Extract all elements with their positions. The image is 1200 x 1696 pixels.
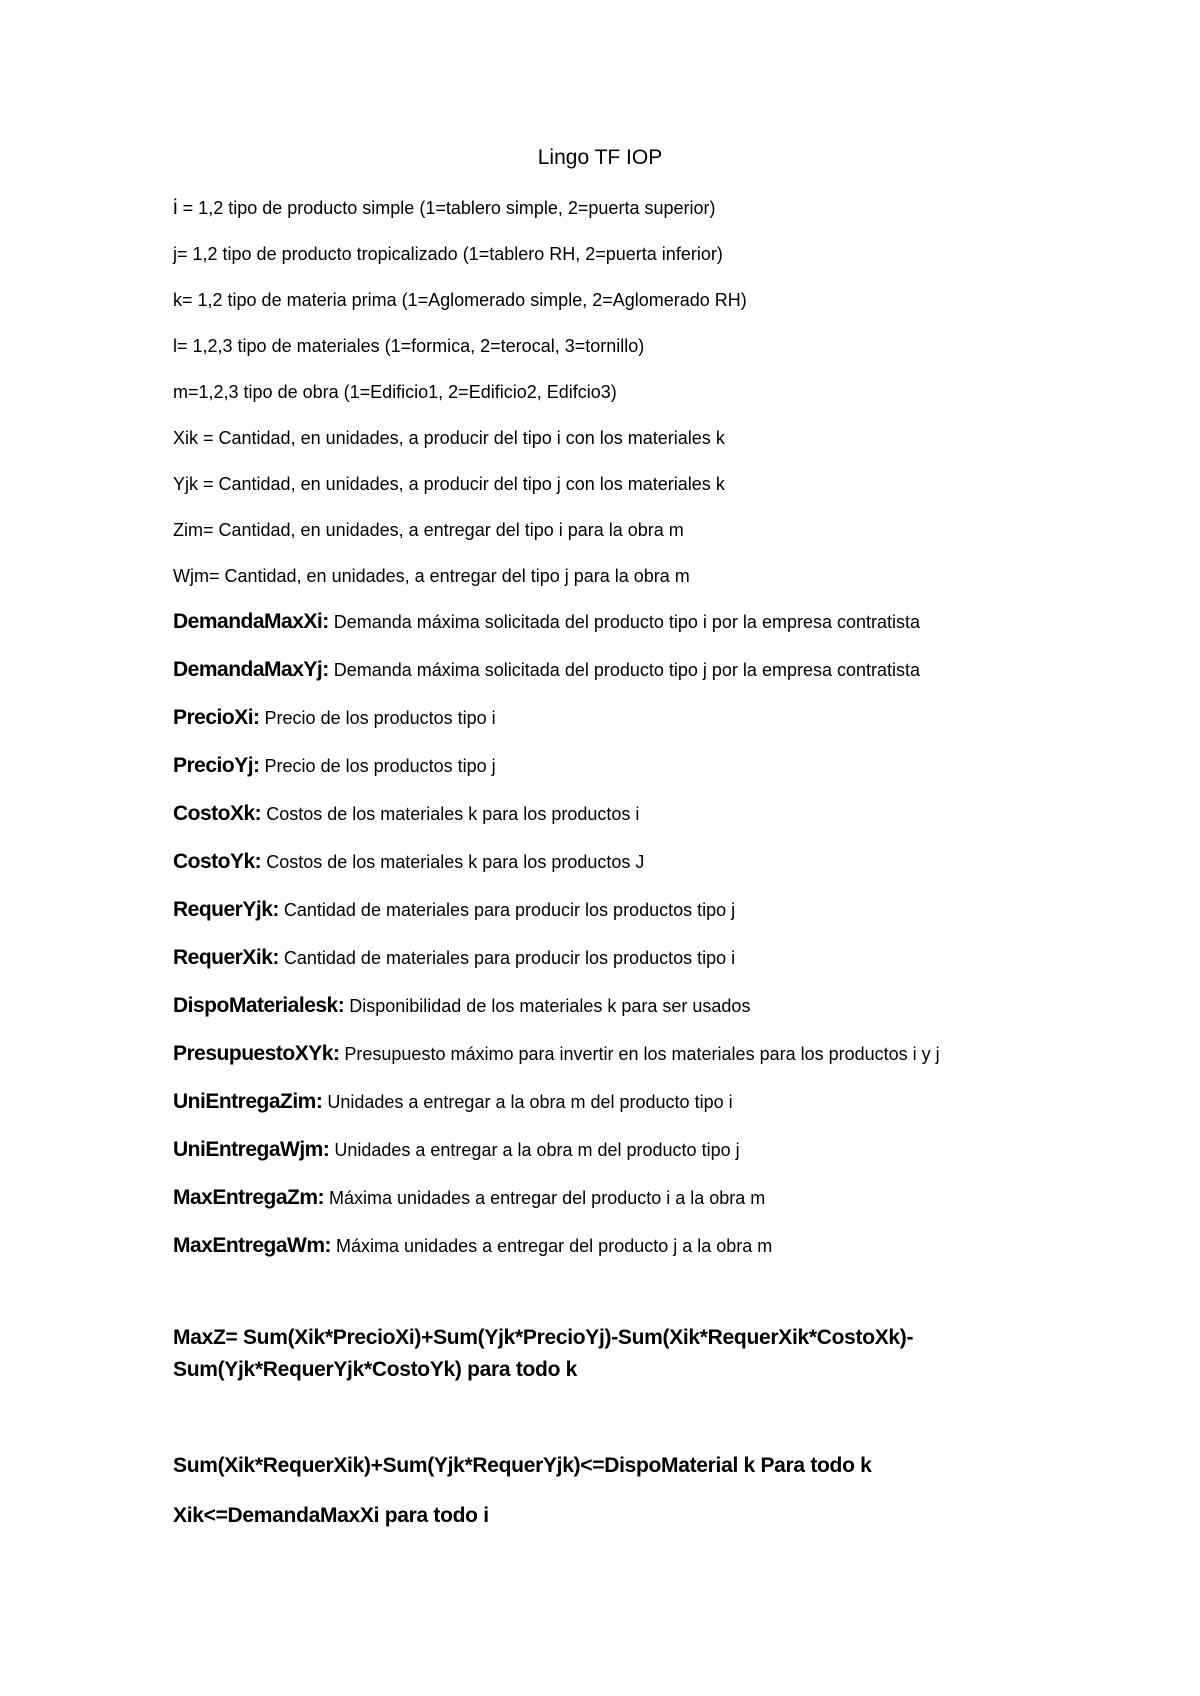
- parameter-term: UniEntregaWjm:: [173, 1138, 330, 1161]
- index-lead: i: [173, 196, 178, 219]
- parameter-term: UniEntregaZim:: [173, 1090, 323, 1113]
- objective-function-line-2: Sum(Yjk*RequerYjk*CostoYk) para todo k: [173, 1358, 578, 1381]
- constraint-demand: Xik<=DemandaMaxXi para todo i: [173, 1504, 489, 1527]
- parameter-definition: [173, 754, 496, 778]
- variable-definition-zim: Zim= Cantidad, en unidades, a entregar del tipo i para la obra m: [173, 520, 684, 540]
- constraint-materials: Sum(Xik*RequerXik)+Sum(Yjk*RequerYjk)<=DispoMaterial k Para todo k: [173, 1454, 872, 1477]
- parameter-desc: Presupuesto máximo para invertir en los materiales para los productos i y j: [339, 1044, 940, 1064]
- parameter-term: DemandaMaxYj:: [173, 658, 329, 681]
- parameter-definition: [173, 1042, 940, 1066]
- parameter-term: RequerYjk:: [173, 898, 279, 921]
- parameter-definition: [173, 1138, 740, 1162]
- parameter-term: DemandaMaxXi:: [173, 610, 329, 633]
- parameter-definition: [173, 898, 735, 922]
- parameter-desc: Costos de los materiales k para los productos i: [261, 804, 640, 824]
- index-definition-j: j= 1,2 tipo de producto tropicalizado (1=tablero RH, 2=puerta inferior): [173, 244, 723, 264]
- index-text: = 1,2 tipo de producto simple (1=tablero simple, 2=puerta superior): [177, 198, 716, 218]
- variable-definition-wjm: Wjm= Cantidad, en unidades, a entregar del tipo j para la obra m: [173, 566, 690, 586]
- document-title: Lingo TF IOP: [537, 146, 663, 169]
- parameter-desc: Precio de los productos tipo j: [259, 756, 496, 776]
- parameter-desc: Costos de los materiales k para los productos J: [261, 852, 645, 872]
- parameter-term: RequerXik:: [173, 946, 279, 969]
- parameter-definition: [173, 1090, 733, 1114]
- variable-definition-yjk: Yjk = Cantidad, en unidades, a producir del tipo j con los materiales k: [173, 474, 725, 494]
- index-definition-m: m=1,2,3 tipo de obra (1=Edificio1, 2=Edificio2, Edifcio3): [173, 382, 617, 402]
- parameter-term: CostoXk:: [173, 802, 262, 825]
- index-definition-i: [173, 196, 715, 220]
- parameter-desc: Unidades a entregar a la obra m del producto tipo j: [329, 1140, 740, 1160]
- parameter-desc: Precio de los productos tipo i: [259, 708, 496, 728]
- parameter-term: PrecioXi:: [173, 706, 260, 729]
- parameter-desc: Disponibilidad de los materiales k para ser usados: [344, 996, 751, 1016]
- parameter-term: DispoMaterialesk:: [173, 994, 345, 1017]
- parameter-desc: Máxima unidades a entregar del producto i a la obra m: [324, 1188, 766, 1208]
- index-definition-l: l= 1,2,3 tipo de materiales (1=formica, 2=terocal, 3=tornillo): [173, 336, 645, 356]
- parameter-desc: Demanda máxima solicitada del producto tipo i por la empresa contratista: [328, 612, 921, 632]
- parameter-definition: [173, 946, 735, 970]
- parameter-desc: Demanda máxima solicitada del producto tipo j por la empresa contratista: [328, 660, 921, 680]
- parameter-term: MaxEntregaWm:: [173, 1234, 332, 1257]
- parameter-definition: [173, 1234, 772, 1258]
- parameter-desc: Cantidad de materiales para producir los productos tipo i: [278, 948, 736, 968]
- parameter-definition: [173, 994, 750, 1018]
- objective-function-line-1: MaxZ= Sum(Xik*PrecioXi)+Sum(Yjk*PrecioYj)-Sum(Xik*RequerXik*CostoXk)-: [173, 1326, 914, 1349]
- variable-definition-xik: Xik = Cantidad, en unidades, a producir del tipo i con los materiales k: [173, 428, 725, 448]
- parameter-term: PresupuestoXYk:: [173, 1042, 340, 1065]
- parameter-term: MaxEntregaZm:: [173, 1186, 325, 1209]
- parameter-desc: Cantidad de materiales para producir los productos tipo j: [278, 900, 736, 920]
- parameter-desc: Unidades a entregar a la obra m del producto tipo i: [322, 1092, 733, 1112]
- parameter-definition: [173, 1186, 765, 1210]
- parameter-definition: [173, 706, 496, 730]
- parameter-definition: [173, 658, 920, 682]
- parameter-definition: [173, 610, 920, 634]
- parameter-term: PrecioYj:: [173, 754, 260, 777]
- parameter-definition: [173, 802, 639, 826]
- parameter-desc: Máxima unidades a entregar del producto j a la obra m: [331, 1236, 773, 1256]
- index-definition-k: k= 1,2 tipo de materia prima (1=Aglomerado simple, 2=Aglomerado RH): [173, 290, 747, 310]
- parameter-definition: [173, 850, 644, 874]
- parameter-term: CostoYk:: [173, 850, 262, 873]
